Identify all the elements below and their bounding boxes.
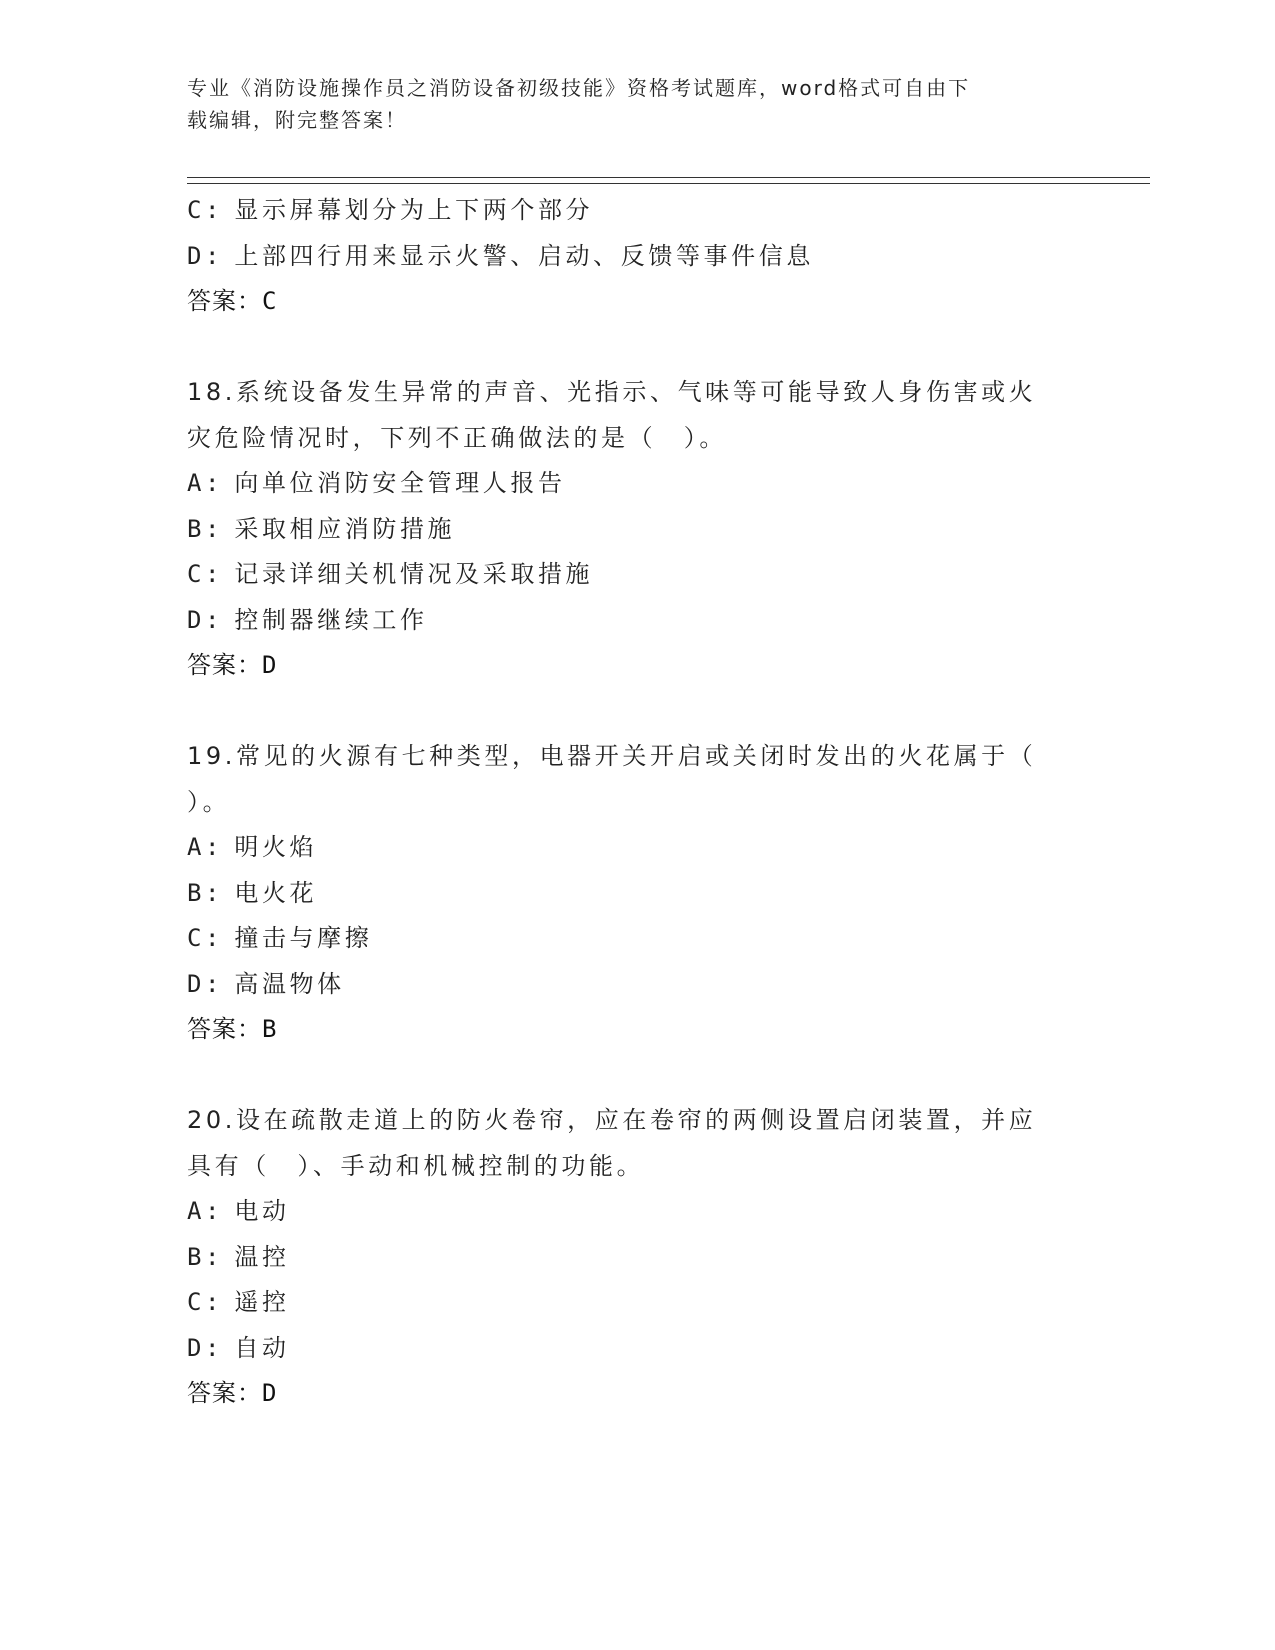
option-d: D: 高温物体 [187, 969, 345, 998]
answer-value: D [262, 1379, 278, 1407]
header-line-1: 专业《消防设施操作员之消防设备初级技能》资格考试题库，word格式可自由下 [187, 76, 971, 100]
question-18 [187, 370, 1087, 689]
answer-line: 答案：D [187, 651, 278, 679]
header-divider [187, 177, 1150, 184]
option-b: B: 采取相应消防措施 [187, 514, 456, 543]
option-d: D: 自动 [187, 1333, 290, 1362]
question-list [187, 188, 1087, 1417]
option-a: A: 向单位消防安全管理人报告 [187, 469, 566, 497]
question-17-tail [187, 188, 1087, 325]
option-a: A: 电动 [187, 1197, 290, 1225]
option-b: B: 温控 [187, 1242, 290, 1271]
question-stem-line-2: ）。 [187, 787, 231, 816]
question-stem-line-2: 灾危险情况时，下列不正确做法的是（ ）。 [187, 423, 727, 452]
page-header [187, 72, 1067, 136]
answer-line: 答案：D [187, 1379, 278, 1407]
option-c: C: 撞击与摩擦 [187, 924, 373, 952]
option-d: D: 上部四行用来显示火警、启动、反馈等事件信息 [187, 241, 814, 270]
answer-line: 答案：C [187, 287, 278, 315]
option-c: C: 显示屏幕划分为上下两个部分 [187, 196, 594, 224]
answer-value: D [262, 651, 278, 679]
question-20 [187, 1098, 1087, 1417]
answer-value: B [262, 1015, 278, 1043]
answer-value: C [262, 287, 278, 315]
option-b: B: 电火花 [187, 878, 318, 907]
question-stem-line-1: 20.设在疏散走道上的防火卷帘，应在卷帘的两侧设置启闭装置，并应 [187, 1106, 1037, 1134]
option-d: D: 控制器继续工作 [187, 605, 428, 634]
option-a: A: 明火焰 [187, 833, 318, 861]
question-19 [187, 734, 1087, 1053]
question-stem-line-2: 具有（ ）、手动和机械控制的功能。 [187, 1151, 645, 1180]
option-c: C: 记录详细关机情况及采取措施 [187, 560, 594, 588]
question-stem-line-1: 18.系统设备发生异常的声音、光指示、气味等可能导致人身伤害或火 [187, 378, 1037, 406]
header-line-2: 载编辑，附完整答案！ [187, 108, 407, 132]
question-stem-line-1: 19.常见的火源有七种类型，电器开关开启或关闭时发出的火花属于（ [187, 742, 1037, 770]
answer-line: 答案：B [187, 1015, 278, 1043]
option-c: C: 遥控 [187, 1288, 290, 1316]
